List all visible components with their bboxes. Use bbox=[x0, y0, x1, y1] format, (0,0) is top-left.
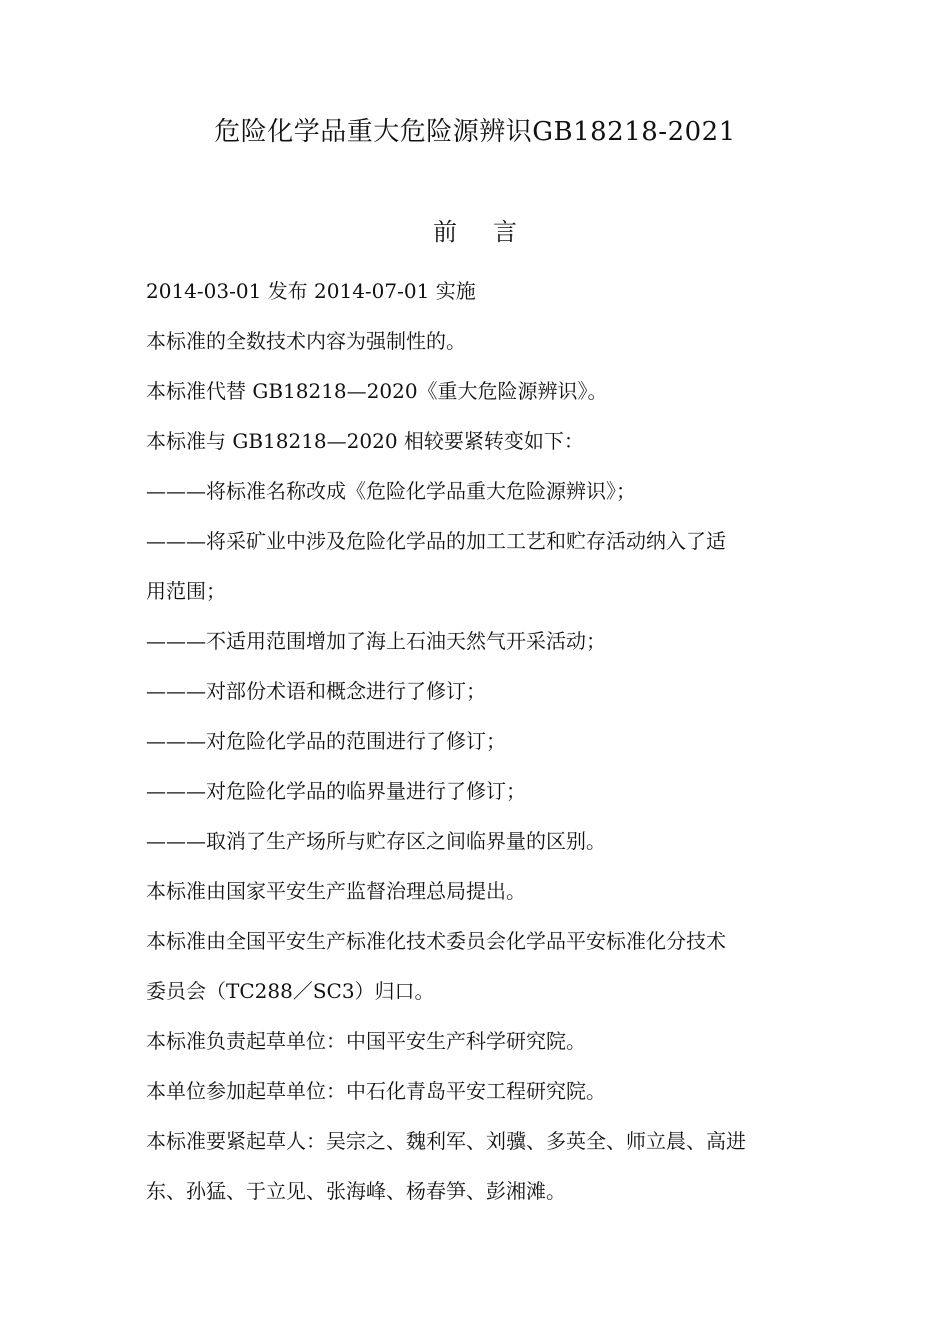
paragraph-drafters-cont: 东、孙猛、于立见、张海峰、杨春笋、彭湘滩。 bbox=[146, 1179, 566, 1203]
paragraph-drafting-unit: 本标准负责起草单位：中国平安生产科学研究院。 bbox=[146, 1029, 586, 1053]
paragraph-replaces: 本标准代替 GB18218—2020《重大危险源辨识》。 bbox=[146, 379, 608, 403]
change-item-threshold: ———对危险化学品的临界量进行了修订； bbox=[146, 779, 526, 803]
paragraph-participating-unit: 本单位参加起草单位：中石化青岛平安工程研究院。 bbox=[146, 1079, 606, 1103]
change-item-mining-scope: ———将采矿业中涉及危险化学品的加工工艺和贮存活动纳入了适 bbox=[146, 529, 726, 553]
heading-char-1: 前 bbox=[433, 218, 457, 246]
change-item-mining-scope-cont: 用范围； bbox=[146, 579, 226, 603]
document-body bbox=[146, 266, 826, 1216]
heading-char-2: 言 bbox=[493, 218, 517, 246]
paragraph-mandatory: 本标准的全数技术内容为强制性的。 bbox=[146, 329, 466, 353]
change-item-chemical-scope: ———对危险化学品的范围进行了修订； bbox=[146, 729, 506, 753]
change-item-terms: ———对部份术语和概念进行了修订； bbox=[146, 679, 486, 703]
paragraph-committee-cont: 委员会（TC288／SC3）归口。 bbox=[146, 979, 435, 1003]
paragraph-committee: 本标准由全国平安生产标准化技术委员会化学品平安标准化分技术 bbox=[146, 929, 726, 953]
section-heading-preface bbox=[0, 212, 950, 252]
paragraph-changes-intro: 本标准与 GB18218—2020 相较要紧转变如下： bbox=[146, 429, 584, 453]
paragraph-drafters: 本标准要紧起草人：吴宗之、魏利军、刘骥、多英全、师立晨、高进 bbox=[146, 1129, 746, 1153]
change-item-offshore: ———不适用范围增加了海上石油天然气开采活动； bbox=[146, 629, 606, 653]
paragraph-proposed-by: 本标准由国家平安生产监督治理总局提出。 bbox=[146, 879, 526, 903]
change-item-storage-distinction: ———取消了生产场所与贮存区之间临界量的区别。 bbox=[146, 829, 606, 853]
document-title: 危险化学品重大危险源辨识GB18218-2021 bbox=[214, 117, 736, 147]
release-dates-line: 2014-03-01 发布 2014-07-01 实施 bbox=[146, 279, 476, 303]
change-item-rename: ———将标准名称改成《危险化学品重大危险源辨识》； bbox=[146, 479, 636, 503]
